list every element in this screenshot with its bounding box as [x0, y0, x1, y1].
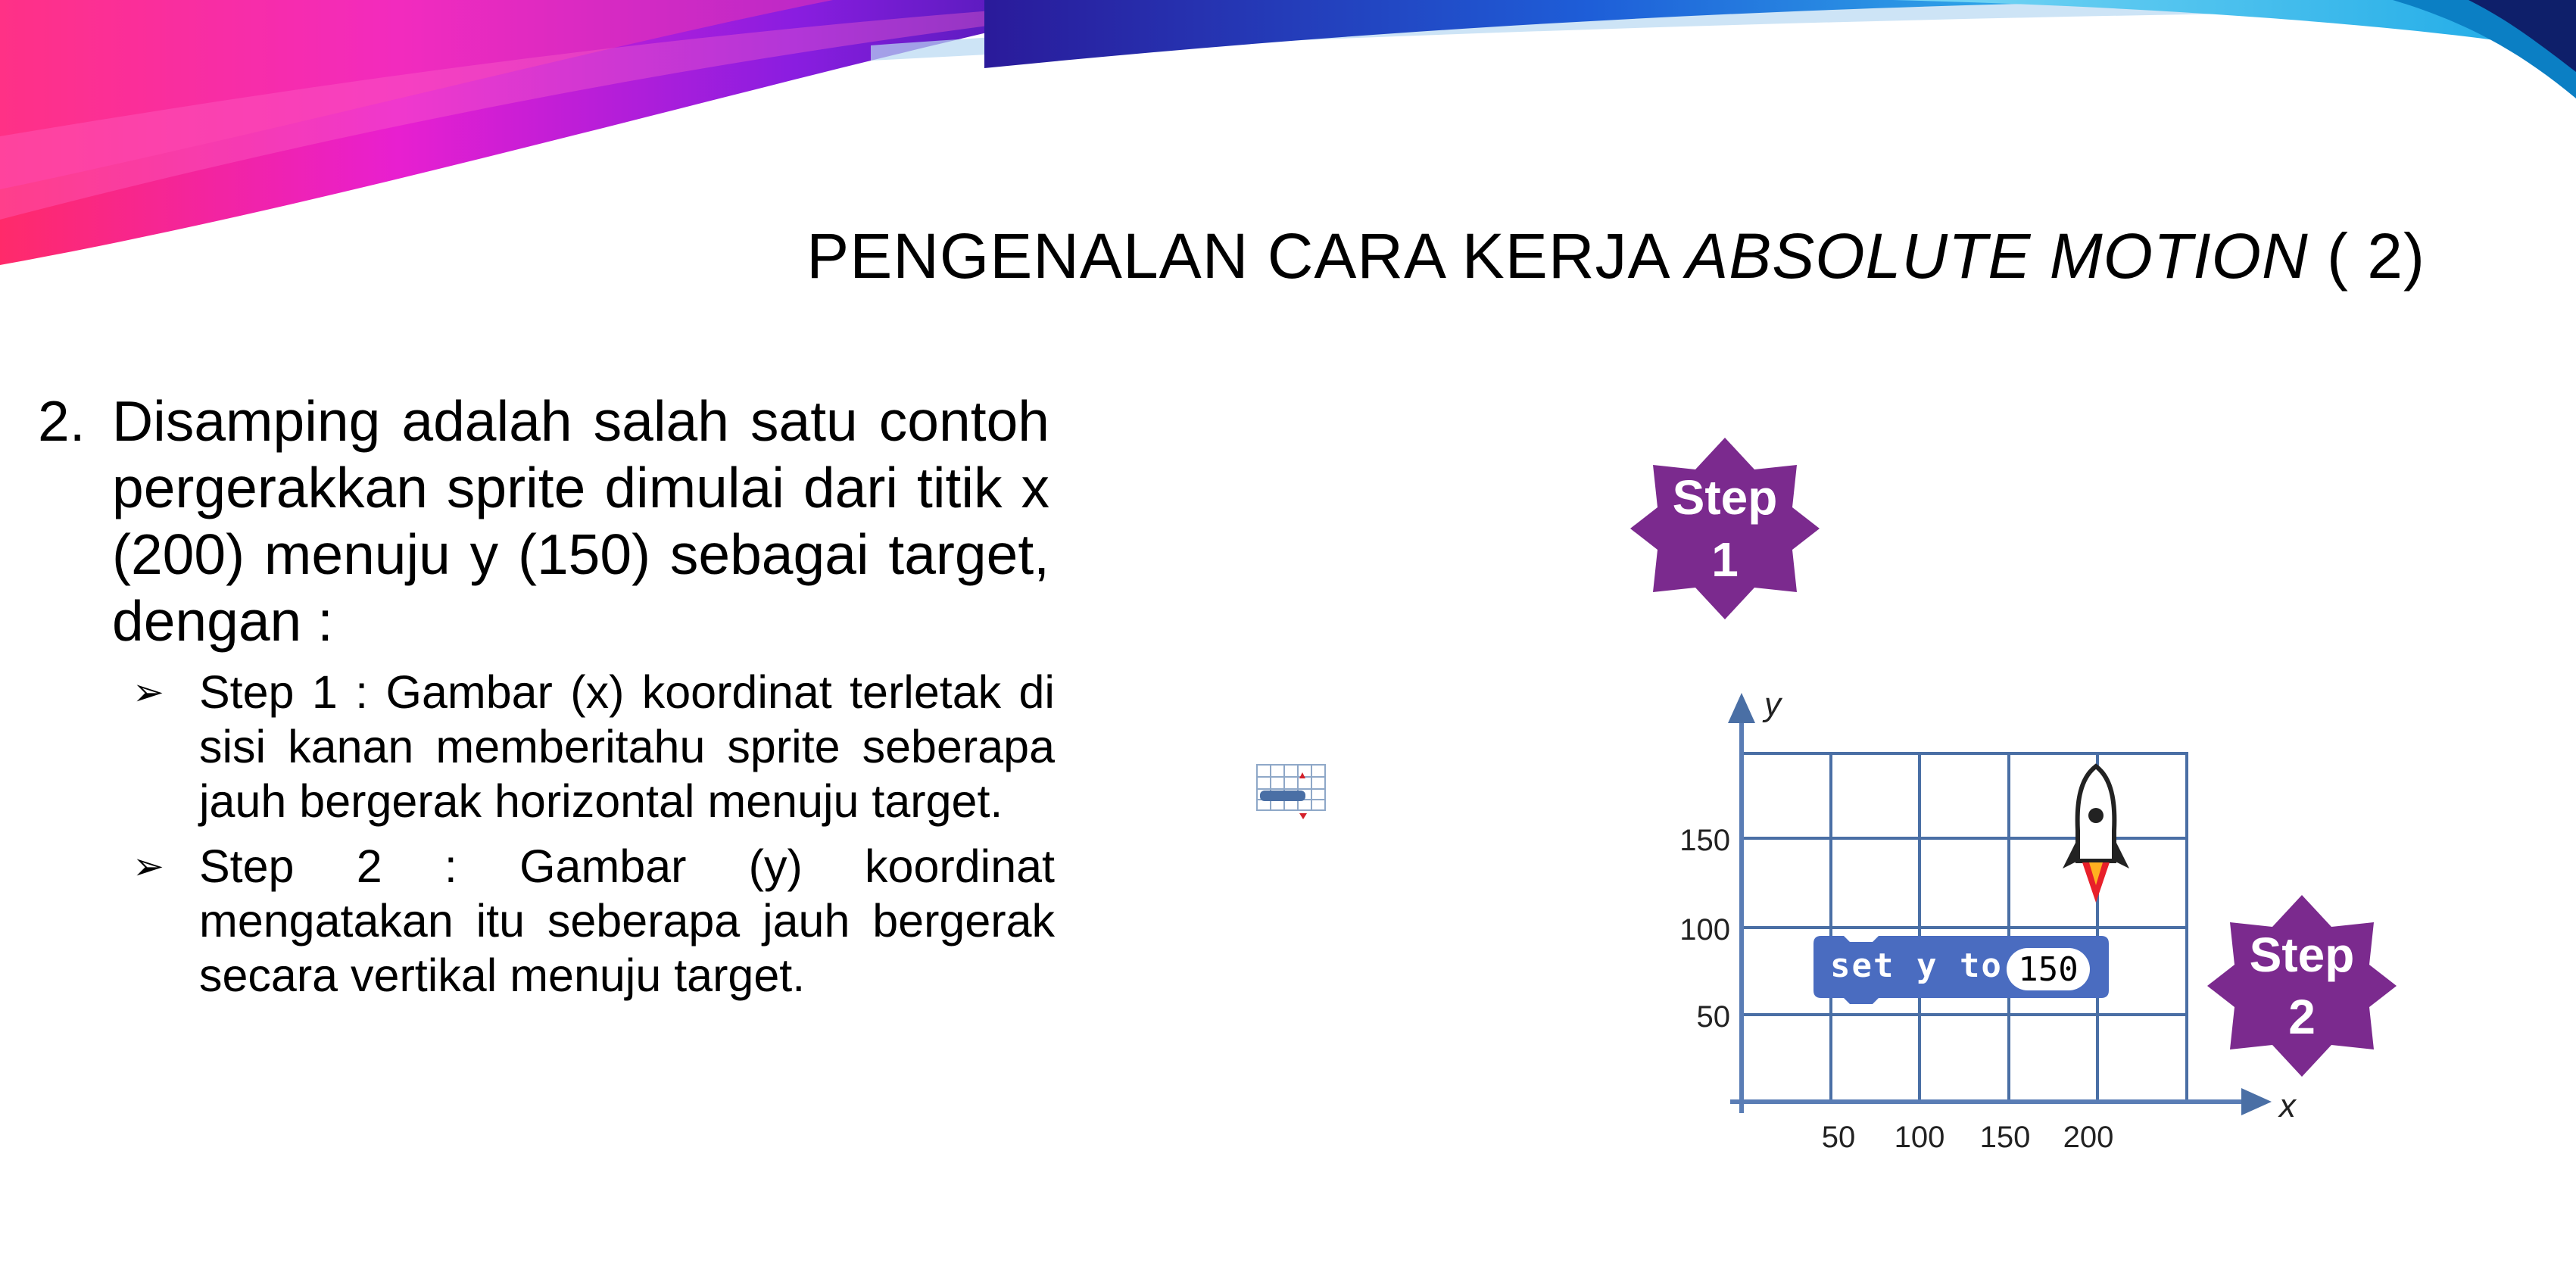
- diagram-thumbnail: [1242, 754, 1342, 825]
- step1-badge-line2: 1: [1711, 532, 1739, 587]
- step2-badge-line1: Step: [2249, 928, 2355, 982]
- y-tick-label: 100: [1679, 913, 1730, 947]
- item-number: 2.: [38, 389, 86, 453]
- title-italic: ABSOLUTE MOTION: [1686, 220, 2309, 292]
- x-tick-label: 150: [1979, 1121, 2031, 1154]
- set-y-code-block: [1813, 936, 2109, 1004]
- title-suffix: ( 2): [2308, 220, 2425, 292]
- coordinate-diagram: [1651, 678, 2302, 1177]
- arrow-bullet-icon: ➢: [133, 845, 164, 887]
- x-tick-label: 200: [2063, 1121, 2114, 1154]
- item-text: Disamping adalah salah satu contoh pergerakkan sprite dimulai dari titik x (200) menuju y (150) sebagai target, dengan :: [112, 389, 1049, 653]
- x-tick-label: 100: [1894, 1121, 1945, 1154]
- step1-badge: [1630, 438, 1820, 619]
- bullet-item: [133, 839, 1068, 1003]
- x-axis-label: x: [2279, 1087, 2296, 1124]
- x-tick-label: 50: [1821, 1121, 1856, 1154]
- bullet-text: Step 2 : Gambar (y) koordinat mengatakan itu seberapa jauh bergerak secara vertikal menuju target.: [199, 840, 1055, 1001]
- rocket-icon: [2063, 766, 2129, 903]
- y-tick-label: 50: [1696, 1000, 1730, 1034]
- numbered-item: [38, 388, 1068, 654]
- bullet-list: [38, 665, 1068, 1003]
- step1-badge-line1: Step: [1672, 470, 1778, 525]
- y-tick-label: 150: [1679, 824, 1730, 857]
- step2-badge-line2: 2: [2288, 990, 2316, 1044]
- title-prefix: PENGENALAN CARA KERJA: [806, 220, 1686, 292]
- bullet-text: Step 1 : Gambar (x) koordinat terletak di sisi kanan memberitahu sprite seberapa jauh bergerak horizontal menuju target.: [199, 666, 1055, 827]
- slide-title: [806, 220, 2425, 293]
- y-axis-label: y: [1764, 686, 1781, 723]
- step2-badge: [2207, 895, 2397, 1077]
- arrow-bullet-icon: ➢: [133, 671, 164, 713]
- code-block-value: 150: [2007, 948, 2090, 990]
- code-block-label: set y to: [1830, 947, 2003, 985]
- slide-body: [38, 388, 1068, 1013]
- bullet-item: [133, 665, 1068, 828]
